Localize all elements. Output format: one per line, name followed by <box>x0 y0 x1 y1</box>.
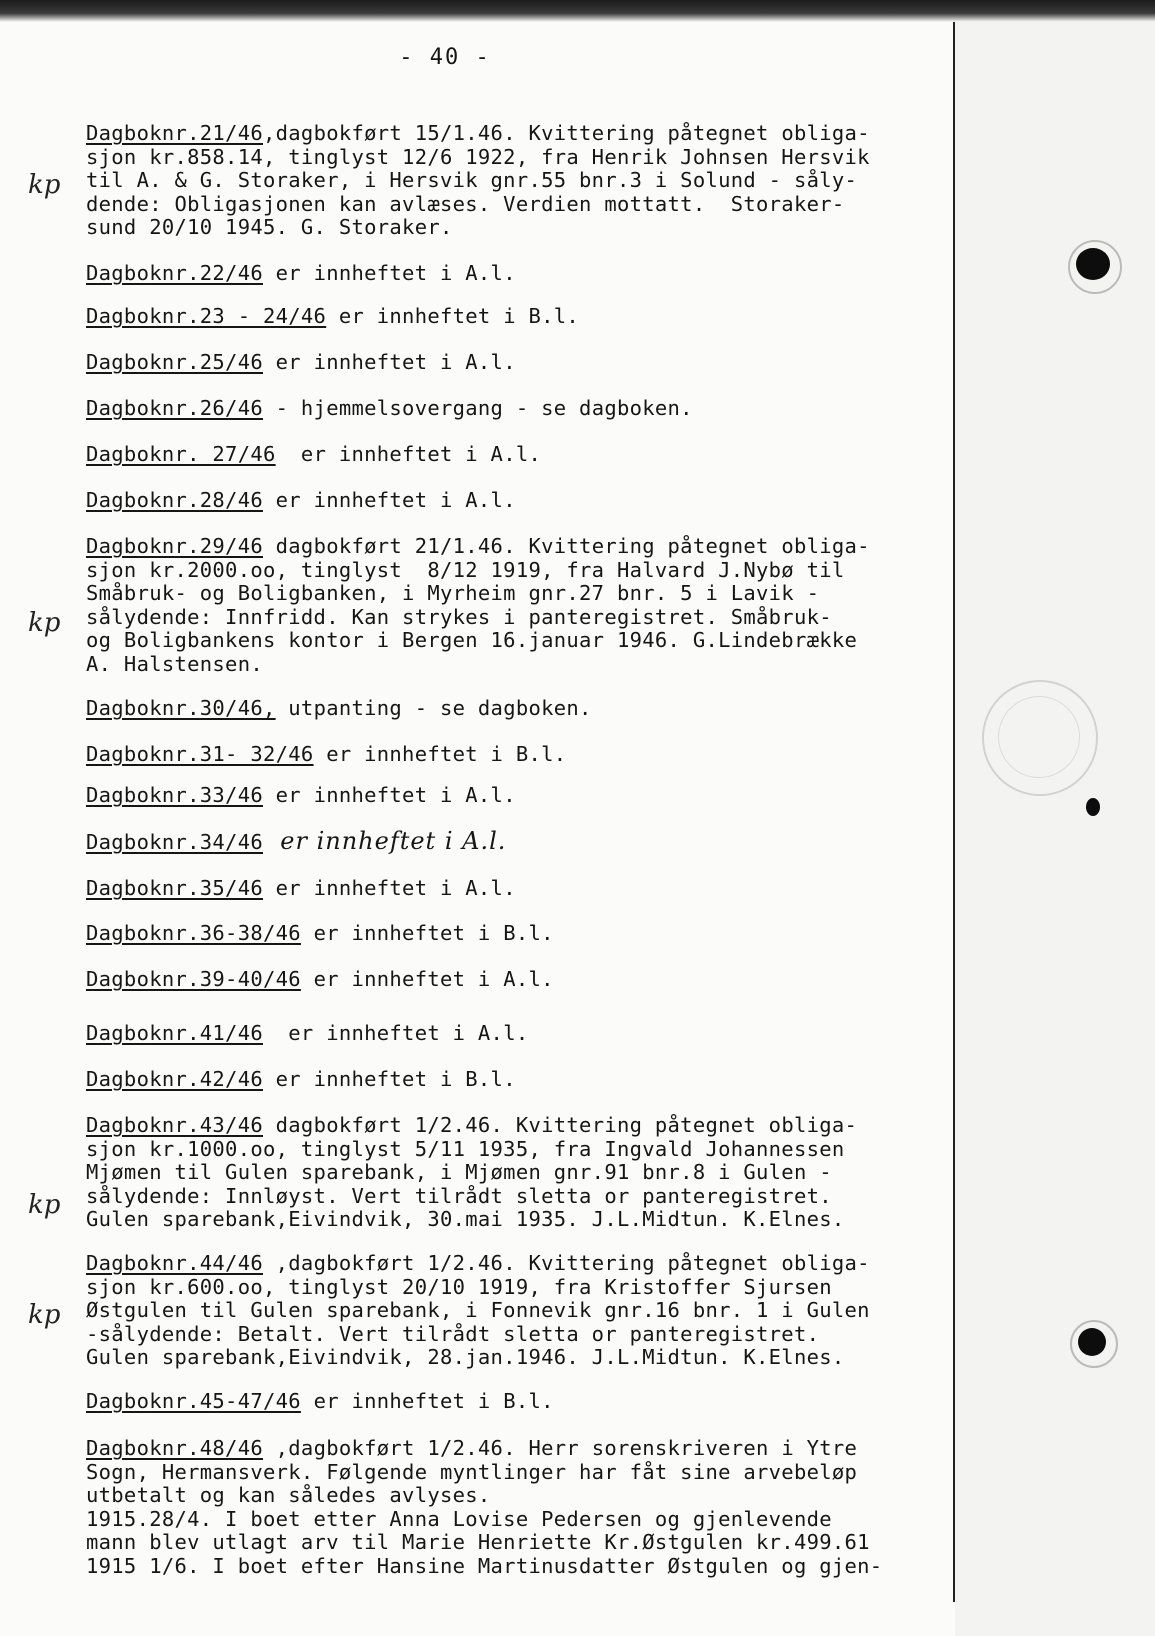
entry-line <box>86 606 956 630</box>
entry-line <box>86 1508 956 1532</box>
entry-reference: Dagboknr.31- 32/46 <box>86 742 314 766</box>
entry-line <box>86 397 956 421</box>
entry-reference: Dagboknr.21/46 <box>86 121 263 145</box>
journal-entry <box>86 397 956 421</box>
entry-text: - hjemmelsovergang - se dagboken. <box>263 396 693 420</box>
entry-text: til A. & G. Storaker, i Hersvik gnr.55 bnr.3 i Solund - såly- <box>86 168 858 192</box>
entry-text: er innheftet i A.l. <box>263 783 516 807</box>
entry-text: 1915 1/6. I boet efter Hansine Martinusdatter Østgulen og gjen- <box>86 1553 883 1578</box>
handwritten-margin-note: kp <box>28 608 61 638</box>
entry-reference: Dagboknr.35/46 <box>86 876 263 900</box>
entry-line <box>86 1390 956 1414</box>
entry-text: 1915.28/4. I boet etter Anna Lovise Pedersen og gjenlevende <box>86 1506 832 1531</box>
entry-line <box>86 1323 956 1347</box>
entry-line <box>86 784 956 808</box>
entry-text: er innheftet i A.l. <box>263 876 516 900</box>
entry-line <box>86 653 956 677</box>
journal-entry <box>86 1252 956 1370</box>
entry-line <box>86 559 956 583</box>
scan-right-margin <box>955 22 1155 1636</box>
entry-reference: Dagboknr.26/46 <box>86 396 263 420</box>
entry-reference: Dagboknr.45-47/46 <box>86 1389 301 1413</box>
entry-line <box>86 1437 956 1461</box>
entry-text: Småbruk- og Boligbanken, i Myrheim gnr.27 bnr. 5 i Lavik - <box>86 581 820 605</box>
entry-text: A. Halstensen. <box>86 651 263 676</box>
entry-line <box>86 1346 956 1370</box>
journal-entry <box>86 1022 956 1046</box>
entry-reference: Dagboknr.48/46 <box>86 1436 263 1460</box>
entry-reference: Dagboknr.41/46 <box>86 1021 263 1045</box>
entry-text: dende: Obligasjonen kan avlæses. Verdien mottatt. Storaker- <box>86 191 845 216</box>
entry-text: dagbokført 21/1.46. Kvittering påtegnet obliga- <box>263 534 870 558</box>
entry-text: og Boligbankens kontor i Bergen 16.januar 1946. G.Lindebrække <box>86 628 858 652</box>
entry-line <box>86 1555 956 1579</box>
entry-line <box>86 629 956 653</box>
entry-reference: Dagboknr.25/46 <box>86 350 263 374</box>
entry-text: -sålydende: Betalt. Vert tilrådt sletta or panteregistret. <box>86 1321 820 1346</box>
entry-text: sjon kr.858.14, tinglyst 12/6 1922, fra Henrik Johnsen Hersvik <box>86 144 870 169</box>
entry-line <box>86 1114 956 1138</box>
journal-entry <box>86 743 956 767</box>
entry-line <box>86 1208 956 1232</box>
entry-line <box>86 443 956 467</box>
entry-reference: Dagboknr.33/46 <box>86 783 263 807</box>
entry-line <box>86 1531 956 1555</box>
page-number: - 40 - <box>399 45 491 70</box>
entry-text: er innheftet i A.l. <box>275 442 542 466</box>
journal-entry <box>86 262 956 286</box>
entry-text: utpanting - se dagboken. <box>275 696 592 720</box>
entry-text: sålydende: Innfridd. Kan strykes i panteregistret. Småbruk- <box>86 604 832 629</box>
entry-line <box>86 1484 956 1508</box>
entry-text: sund 20/10 1945. G. Storaker. <box>86 215 453 239</box>
journal-entry <box>86 1114 956 1232</box>
scan-top-edge <box>0 0 1155 22</box>
journal-entry <box>86 877 956 901</box>
entry-reference: Dagboknr.43/46 <box>86 1113 263 1137</box>
entry-text: er innheftet i A.l. <box>263 261 516 285</box>
entry-line <box>86 305 956 329</box>
entry-reference: Dagboknr.36-38/46 <box>86 921 301 945</box>
entry-reference: Dagboknr.34/46 <box>86 830 263 854</box>
entry-text: sjon kr.1000.oo, tinglyst 5/11 1935, fra Ingvald Johannessen <box>86 1136 845 1161</box>
journal-entry <box>86 922 956 946</box>
entry-reference: Dagboknr.29/46 <box>86 534 263 558</box>
entry-line <box>86 535 956 559</box>
entry-line <box>86 1068 956 1092</box>
entry-text: er innheftet i A.l. <box>300 967 554 991</box>
entry-reference: Dagboknr.28/46 <box>86 488 263 512</box>
entry-text: er innheftet i B.l. <box>300 1389 554 1413</box>
entry-reference: Dagboknr.23 - 24/46 <box>86 304 327 328</box>
entry-text: er innheftet i B.l. <box>300 921 554 945</box>
entry-line <box>86 193 956 217</box>
entry-line <box>86 1276 956 1300</box>
entry-line <box>86 743 956 767</box>
entry-text: sjon kr.600.oo, tinglyst 20/10 1919, fra Kristoffer Sjursen <box>86 1274 832 1299</box>
entry-text: er innheftet i B.l. <box>326 304 580 328</box>
entry-line <box>86 1185 956 1209</box>
entry-line <box>86 1252 956 1276</box>
journal-entry <box>86 351 956 375</box>
entry-line <box>86 1299 956 1323</box>
entry-line <box>86 582 956 606</box>
entry-text: ,dagbokført 1/2.46. Herr sorenskriveren i Ytre <box>263 1436 858 1460</box>
faded-seal-stamp <box>982 680 1098 796</box>
punch-hole <box>1086 798 1100 816</box>
journal-entry <box>86 122 956 240</box>
punch-hole <box>1076 248 1110 280</box>
entry-text: Mjømen til Gulen sparebank, i Mjømen gnr.91 bnr.8 i Gulen - <box>86 1160 832 1184</box>
entry-line <box>86 922 956 946</box>
entry-line <box>86 1161 956 1185</box>
entry-reference: Dagboknr.42/46 <box>86 1067 263 1091</box>
journal-entry <box>86 827 956 855</box>
entry-line <box>86 1138 956 1162</box>
entry-text: Gulen sparebank,Eivindvik, 30.mai 1935. J.L.Midtun. K.Elnes. <box>86 1207 845 1231</box>
journal-entry <box>86 1068 956 1092</box>
entry-line <box>86 122 956 146</box>
entry-text: er innheftet i B.l. <box>313 742 567 766</box>
entry-line <box>86 968 956 992</box>
entry-line <box>86 1461 956 1485</box>
entry-reference: Dagboknr.30/46, <box>86 696 276 720</box>
entry-line <box>86 351 956 375</box>
journal-entry <box>86 784 956 808</box>
entry-line <box>86 1022 956 1046</box>
entry-line <box>86 489 956 513</box>
entry-line <box>86 827 956 855</box>
journal-entry <box>86 968 956 992</box>
handwritten-note: er innheftet i A.l. <box>263 827 507 855</box>
entry-reference: Dagboknr.22/46 <box>86 261 263 285</box>
entry-text: ,dagbokført 15/1.46. Kvittering påtegnet obliga- <box>263 121 870 145</box>
journal-entry <box>86 697 956 721</box>
entry-text: Gulen sparebank,Eivindvik, 28.jan.1946. J.L.Midtun. K.Elnes. <box>86 1345 845 1369</box>
entry-reference: Dagboknr.44/46 <box>86 1251 263 1275</box>
journal-entry <box>86 305 956 329</box>
journal-entry <box>86 443 956 467</box>
journal-entry <box>86 489 956 513</box>
entry-text: utbetalt og kan således avlyses. <box>86 1483 491 1507</box>
entry-reference: Dagboknr.39-40/46 <box>86 967 301 991</box>
handwritten-margin-note: kp <box>28 170 61 200</box>
entry-line <box>86 877 956 901</box>
journal-entry <box>86 1437 956 1578</box>
entry-line <box>86 146 956 170</box>
journal-entry <box>86 535 956 676</box>
entry-text: ,dagbokført 1/2.46. Kvittering påtegnet obliga- <box>263 1251 870 1275</box>
entry-text: Sogn, Hermansverk. Følgende myntlinger har fåt sine arvebeløp <box>86 1459 858 1484</box>
punch-hole <box>1078 1328 1106 1356</box>
entry-text: sålydende: Innløyst. Vert tilrådt sletta or panteregistret. <box>86 1183 832 1208</box>
entry-text: er innheftet i B.l. <box>263 1067 516 1091</box>
entry-line <box>86 262 956 286</box>
entry-text: er innheftet i A.l. <box>263 488 516 512</box>
handwritten-margin-note: kp <box>28 1190 61 1220</box>
entry-reference: Dagboknr. 27/46 <box>86 442 276 466</box>
entry-line <box>86 216 956 240</box>
entry-text: Østgulen til Gulen sparebank, i Fonnevik gnr.16 bnr. 1 i Gulen <box>86 1298 870 1322</box>
entry-line <box>86 697 956 721</box>
entry-text: er innheftet i A.l. <box>263 350 516 374</box>
entry-text: dagbokført 1/2.46. Kvittering påtegnet obliga- <box>263 1113 858 1137</box>
entry-text: sjon kr.2000.oo, tinglyst 8/12 1919, fra Halvard J.Nybø til <box>86 557 845 582</box>
entry-text: mann blev utlagt arv til Marie Henriette Kr.Østgulen kr.499.61 <box>86 1530 870 1554</box>
entry-text: er innheftet i A.l. <box>263 1021 529 1045</box>
journal-entry <box>86 1390 956 1414</box>
entry-line <box>86 169 956 193</box>
handwritten-margin-note: kp <box>28 1300 61 1330</box>
